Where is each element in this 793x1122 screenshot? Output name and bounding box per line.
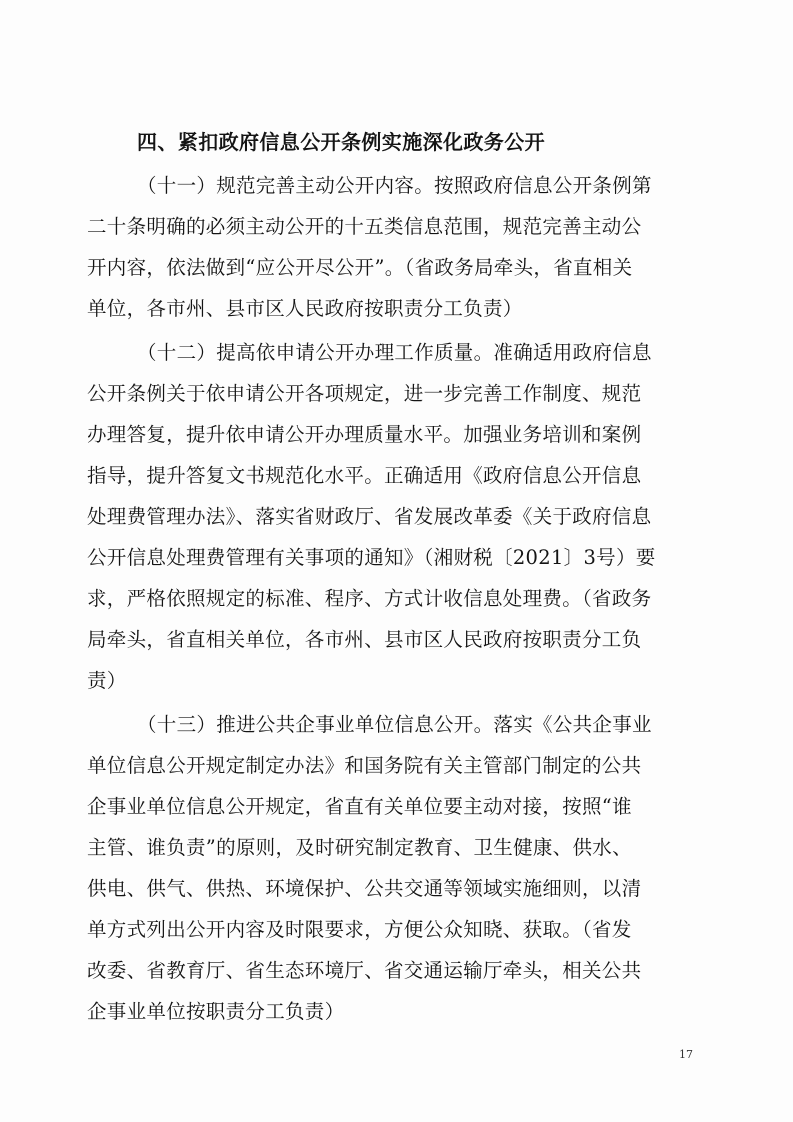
paragraph-line: 企事业单位按职责分工负责） xyxy=(87,1000,345,1023)
page-number: 17 xyxy=(679,1048,693,1061)
paragraph-line: 办理答复，提升依申请公开办理质量水平。加强业务培训和案例 xyxy=(87,423,642,446)
paragraph-line: （十三）推进公共企事业单位信息公开。落实《公共企事业 xyxy=(137,713,652,736)
paragraph-line: 二十条明确的必须主动公开的十五类信息范围，规范完善主动公 xyxy=(87,215,642,238)
paragraph-line: 指导，提升答复文书规范化水平。正确适用《政府信息公开信息 xyxy=(87,464,642,487)
paragraph-line: 改委、省教育厅、省生态环境厅、省交通运输厅牵头，相关公共 xyxy=(87,959,642,982)
section-heading: 四、紧扣政府信息公开条例实施深化政务公开 xyxy=(137,130,545,154)
paragraph-line: 公开条例关于依申请公开各项规定，进一步完善工作制度、规范 xyxy=(87,382,642,405)
paragraph-line: 责） xyxy=(87,669,127,692)
paragraph-line: 单位，各市州、县市区人民政府按职责分工负责） xyxy=(87,297,523,320)
paragraph-line: （十二）提高依申请公开办理工作质量。准确适用政府信息 xyxy=(137,341,652,364)
paragraph-line: 局牵头，省直相关单位，各市州、县市区人民政府按职责分工负 xyxy=(87,628,642,651)
paragraph-line: 处理费管理办法》、落实省财政厅、省发展改革委《关于政府信息 xyxy=(87,505,652,528)
paragraph-line: 供电、供气、供热、环境保护、公共交通等领域实施细则，以清 xyxy=(87,877,642,900)
paragraph-line: 公开信息处理费管理有关事项的通知》（湘财税〔2021〕3号）要 xyxy=(87,546,656,569)
paragraph-line: 主管、谁负责”的原则，及时研究制定教育、卫生健康、供水、 xyxy=(87,836,632,859)
paragraph-line: 单方式列出公开内容及时限要求，方便公众知晓、获取。（省发 xyxy=(87,918,632,941)
paragraph-line: 求，严格依照规定的标准、程序、方式计收信息处理费。（省政务 xyxy=(87,587,652,610)
paragraph-line: （十一）规范完善主动公开内容。按照政府信息公开条例第 xyxy=(137,174,652,197)
paragraph-line: 开内容，依法做到“应公开尽公开”。（省政务局牵头，省直相关 xyxy=(87,256,633,279)
paragraph-line: 企事业单位信息公开规定，省直有关单位要主动对接，按照“谁 xyxy=(87,795,632,818)
paragraph-line: 单位信息公开规定制定办法》和国务院有关主管部门制定的公共 xyxy=(87,754,642,777)
